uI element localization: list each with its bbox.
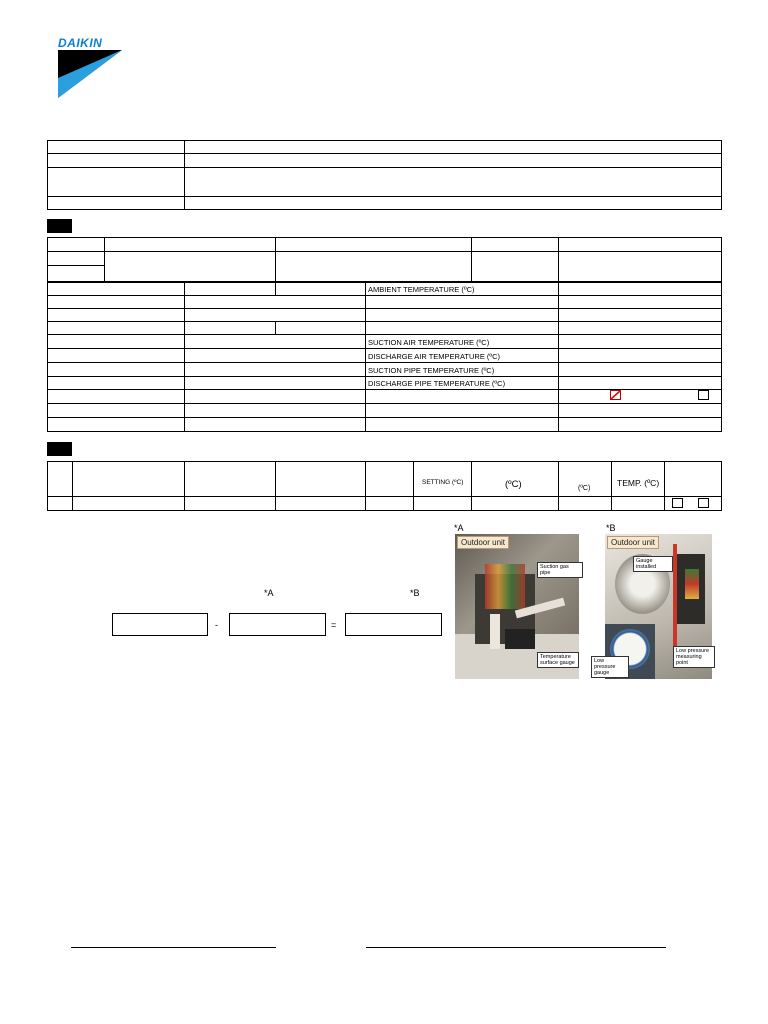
- unit-table: [47, 237, 722, 282]
- formula-input-1[interactable]: [112, 613, 208, 636]
- checkbox-unchecked[interactable]: [698, 390, 709, 400]
- ambient-temp-label: AMBIENT TEMPERATURE (ºC): [368, 285, 475, 294]
- check-slash-icon: [610, 390, 621, 400]
- unit-c-large-label: (ºC): [505, 479, 522, 490]
- daikin-logo: [56, 36, 126, 100]
- formula-result[interactable]: [345, 613, 442, 636]
- section-2-marker: [47, 219, 72, 233]
- suction-pipe-temp-label: SUCTION PIPE TEMPERATURE (ºC): [368, 366, 495, 375]
- formula-marker-a: *A: [264, 588, 274, 598]
- formula-input-2[interactable]: [229, 613, 326, 636]
- checkbox-checked[interactable]: [610, 390, 621, 400]
- unit-c-small-label: (ºC): [578, 485, 591, 492]
- photo-b-callout-1: Gauge installed: [633, 556, 673, 572]
- daikin-triangle-icon: [56, 48, 126, 100]
- formula-minus: -: [215, 620, 218, 630]
- discharge-pipe-temp-label: DISCHARGE PIPE TEMPERATURE (ºC): [368, 379, 506, 388]
- section-3-marker: [47, 442, 72, 456]
- setting-label: SETTING (ºC): [422, 479, 464, 486]
- photo-a-marker: *A: [454, 523, 464, 533]
- signature-line-2: [366, 947, 666, 948]
- photo-b-marker: *B: [606, 523, 616, 533]
- brand-name: DAIKIN: [58, 36, 103, 50]
- photo-b-callout-2: Low pressure measuring point: [673, 646, 715, 668]
- formula-marker-b: *B: [410, 588, 420, 598]
- suction-air-temp-label: SUCTION AIR TEMPERATURE (ºC): [368, 338, 490, 347]
- info-table: [47, 140, 722, 210]
- formula-equals: =: [331, 620, 337, 630]
- photo-b-title: Outdoor unit: [607, 536, 659, 549]
- photo-a-callout-1: Suction gas pipe: [537, 562, 583, 578]
- signature-line-1: [71, 947, 276, 948]
- photo-a: [455, 534, 579, 679]
- checkbox-a[interactable]: [672, 498, 683, 508]
- photo-b-callout-3: Low pressure gauge: [591, 656, 629, 678]
- discharge-air-temp-label: DISCHARGE AIR TEMPERATURE (ºC): [368, 352, 501, 361]
- photo-a-title: Outdoor unit: [457, 536, 509, 549]
- photo-b: [594, 534, 712, 679]
- photo-a-callout-2: Temperature surface gauge: [537, 652, 579, 668]
- temp-label: TEMP. (ºC): [617, 478, 660, 488]
- checkbox-b[interactable]: [698, 498, 709, 508]
